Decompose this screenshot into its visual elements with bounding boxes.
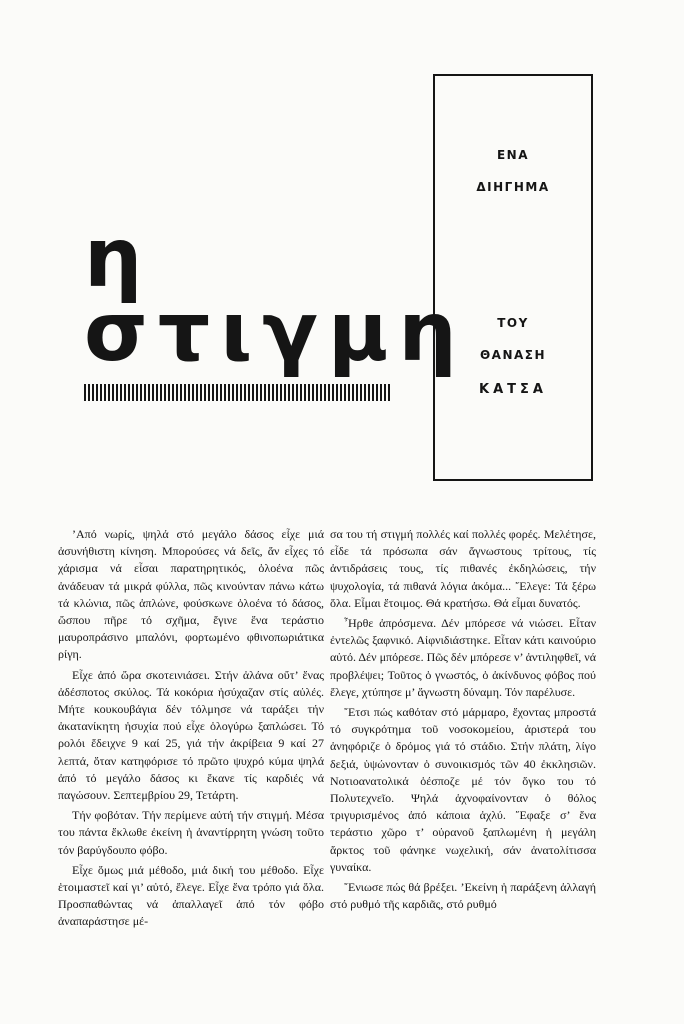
paragraph: ῏Ηρθε ἀπρόσμενα. Δέν μπόρεσε νά νιώσει. Εἶταν ἐντελῶς ξαφνικό. Αἰφνιδιάστηκε. Εἶταν κάτι καινούριο αὐτό. Δέν μπόρεσε. Πῶς δέν μπόρεσε ν’ ἀντιληφθεῖ, νά προβλέψει; Τοῦτος ὁ γνωστός, ὁ ἀκίνδυνος φόβος πού ἔλεγε, χτύπησε μ’ ἄγνωστη δύναμη. Τόν παρέλυσε. [330,616,596,699]
byline-frame [433,74,593,481]
frame-line-tou: ΤΟΥ [497,316,529,330]
paragraph: ’Από νωρίς, ψηλά στό μεγάλο δάσος εἶχε μιά ἀσυνήθιστη κίνηση. Μπορούσες νά δεῖς, ἄν εἶχες τό χάρισμα νά εἶσαι παρατηρητικός, ὁλοένα πῶς ἀνάδευαν τά μικρά φύλλα, πῶς κινούνταν πάνω κάτω τά κλώνια, πῶς ἀπλώνε, φούσκωνε ὁλοένα τό δάσος, ὥσπου πῆρε τό σχῆμα, ἔγινε ἕνα τεράστιο μαυροπράσινο μπαλόνι, φορτωμένο φθινοπωριάτικα ρίγη. [58,527,324,662]
title-word: στιγμη [84,285,467,380]
right-column [330,526,596,916]
paragraph: Τήν φοβόταν. Τήν περίμενε αὐτή τήν στιγμή. Μέσα του πάντα ἔκλωθε ἐκείνη ἡ ἀναντίρρητη γνώση τοῦτο τόν βαρύγδουπο φόβο. [58,808,324,857]
frame-line-ena: ΕΝΑ [496,148,530,162]
frame-line-thanasi: ΘΑΝΑΣΗ [479,348,547,362]
paragraph: Εἶχε ἀπό ὥρα σκοτεινιάσει. Στήν ἀλάνα οὔτ’ ἕνας ἀδέσποτος σκύλος. Τά κοκόρια ἡσύχαζαν στίς αὐλές. Μήτε κουκουβάγια δέν τόλμησε νά ταράξει τήν ἀκατανίκητη ἡσυχία πού εἶχε ὁλογύρω ξαπλώσει. Τό ρολόι ἔδειχνε 9 καί 25, γιά τήν ἀκρίβεια 9 καί 27 λεπτά, ὅταν κατηφόρισε τό πρῶτο ψυχρό κύμα ψηλά ἀπό τό μεγάλο δάσος κι ἔκανε τίς καρδιές νά παγώσουν. Σεπτεμβρίου 29, Τετάρτη. [58,667,324,803]
paragraph: Εἶχε ὅμως μιά μέθοδο, μιά δική του μέθοδο. Εἶχε ἑτοιμαστεῖ καί γι’ αὐτό, ἔλεγε. Εἶχε ἕνα τρόπο γιά ὅλα. Προσπαθώντας νά ἀπαλλαγεῖ ἀπό τόν φόβο ἀναπαράστησε μέ- [58,862,324,929]
paragraph: ῎Ενιωσε πώς θά βρέξει. ’Εκείνη ἡ παράξενη ἀλλαγή στό ρυθμό τῆς καρδιᾶς, στό ρυθμό [330,880,596,912]
paragraph: ῎Ετσι πώς καθόταν στό μάρμαρο, ἔχοντας μπροστά τό συγκρότημα τοῦ νοσοκομείου, ἀριστερά του ἀνηφόριζε ὁ δρόμος γιά τό στάδιο. Στήν πλάτη, λίγο δεξιά, ὑψώνονταν ὁ συνοικισμός τῶν 40 ἐκκλησιῶν. Νοτιοανατολικά ὁέσποζε μέ τόν ὄγκο του τό Πολυτεχνεῖο. Ψηλά ἀχνοφαίνονταν ὁ θόλος τριγυρισμένος ἀπό κάποια ἀχλύ. ῎Εφαξε σ’ ἕνα τεράστιο χῶρο τ’ οὐρανοῦ ξαπλωμένη ἡ μεγάλη ἄρκτος τοῦ φάνηκε νωχελική, σάν ἀνατολίτισσα γυναίκα. [330,705,596,874]
title-decorative-bar [84,384,390,401]
frame-line-diigima: ΔΙΗΓΗΜΑ [476,180,550,194]
paragraph-continued: σα του τή στιγμή πολλές καί πολλές φορές. Μελέτησε, εἶδε τά πρόσωπα σάν ἄγνωστους τρίτους, τίς ἀντιδράσεις τους, τίς πιθανές ἐκδηλώσεις, τήν ψυχολογία, τά πιθανά λόγια ἀκόμα... ῎Ελεγε: Τά ξέρω ὅλα. Εἶμαι ἕτοιμος. Θά κρατήσω. Θά εἶμαι δυνατός. [330,527,596,610]
title-article: η [84,211,144,306]
left-column [58,526,324,934]
frame-line-katsa: ΚΑΤΣΑ [479,382,547,397]
